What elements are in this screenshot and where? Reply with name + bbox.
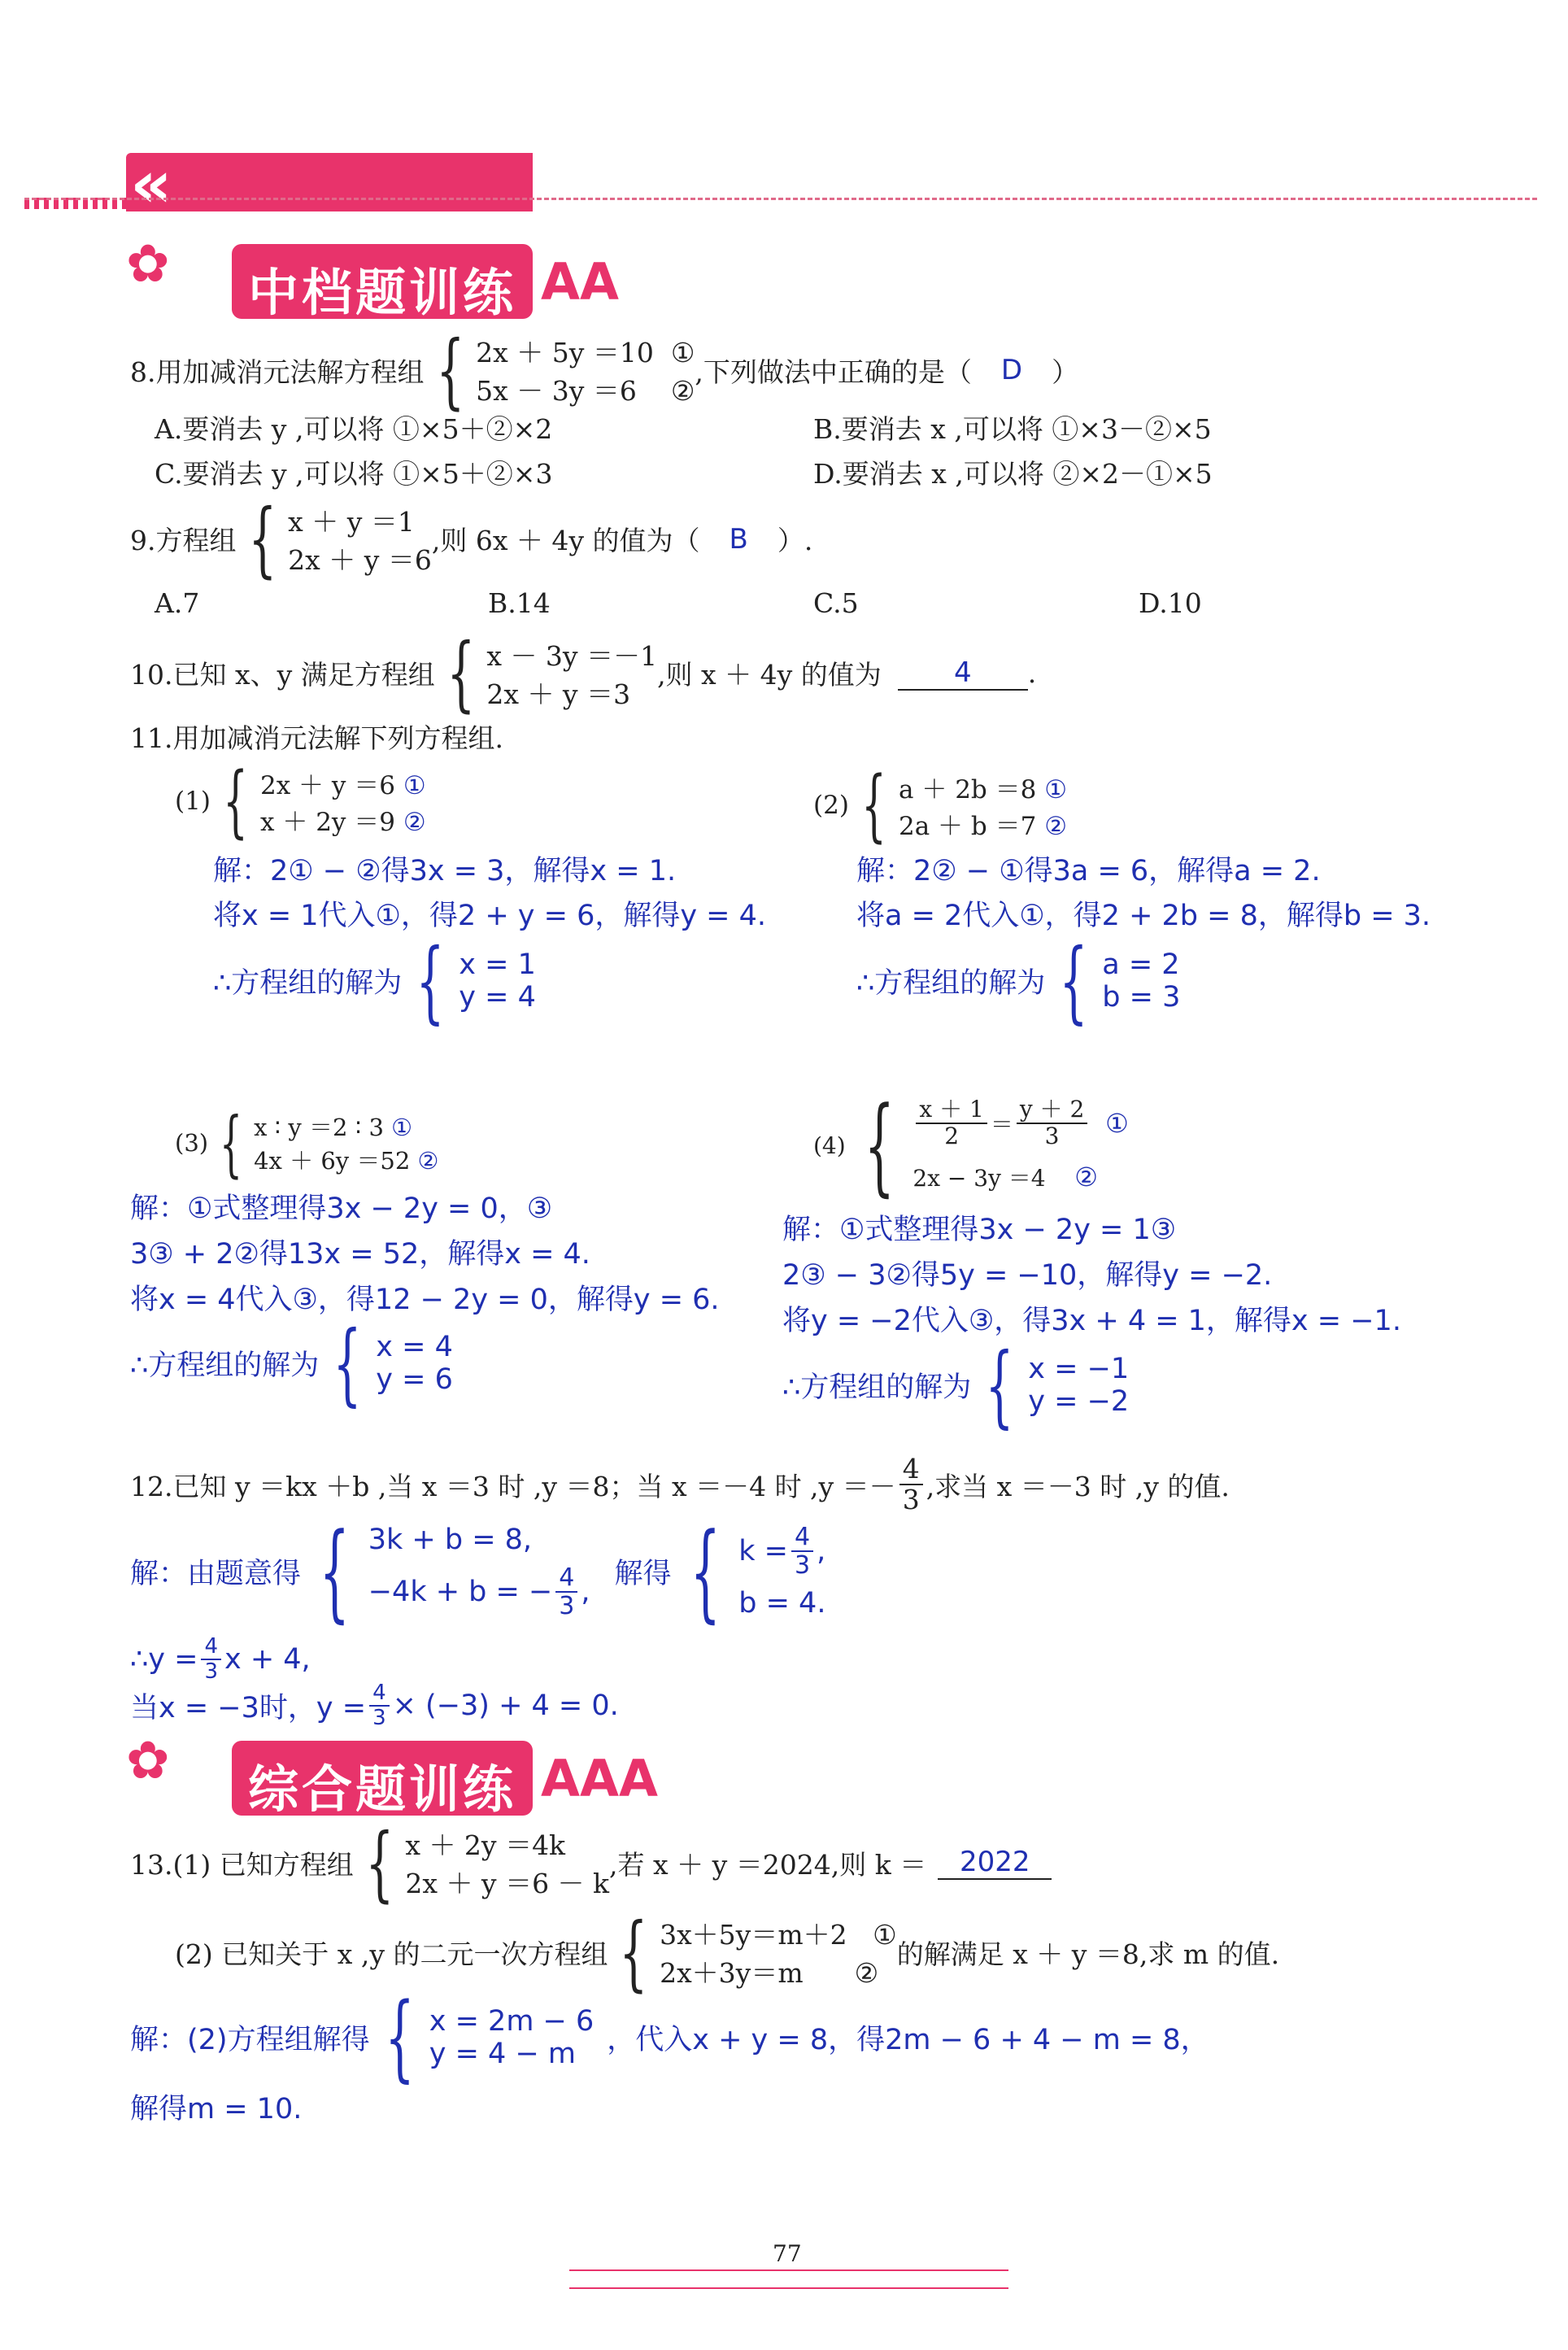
- q11-p4-step2: 2③ − 3②得5y = −10，解得y = −2.: [782, 1259, 1273, 1292]
- q10-system: { x － 3y ＝－1 2x ＋ y ＝3: [446, 626, 658, 721]
- q13-part2: (2) 已知关于 x ,y 的二元一次方程组 { 3x＋5y＝m＋2 ① 2x＋3y＝m ② 的解满足 x ＋ y ＝8,求 m 的值.: [175, 1904, 1280, 2000]
- page-number: 77: [764, 2240, 810, 2267]
- footer-ornament: [569, 2269, 1008, 2289]
- q10-answer-blank: [898, 656, 1028, 691]
- q11-p2-step1: 解：2② − ①得3a = 6，解得a = 2.: [856, 855, 1321, 887]
- q11-p4-step1: 解：①式整理得3x − 2y = 1③: [782, 1214, 1177, 1246]
- q11-p1-system: (1) { 2x ＋ y ＝6 ① x ＋ 2y ＝9 ②: [175, 756, 426, 847]
- q11-p3-step1: 解：①式整理得3x − 2y = 0，③: [130, 1192, 553, 1225]
- header-tab: [126, 153, 533, 211]
- q8-option-c: C.要消去 y ,可以将 ①×5＋②×3: [155, 458, 553, 490]
- q9-option-b: B.14: [488, 587, 551, 619]
- q9-system: { x ＋ y ＝1 2x ＋ y ＝6: [247, 491, 432, 586]
- q11-p3-step3: 将x = 4代入③，得12 − 2y = 0，解得y = 6.: [130, 1284, 720, 1316]
- q11-p1-result: ∴方程组的解为 { x = 1 y = 4: [213, 928, 536, 1033]
- q11-p2-result: ∴方程组的解为 { a = 2 b = 3: [856, 928, 1181, 1033]
- flower-icon: ✿: [126, 1731, 170, 1791]
- q8-option-a: A.要消去 y ,可以将 ①×5＋②×2: [155, 413, 553, 445]
- q12-solution-line1: 解：由题意得 { 3k + b = 8, −4k + b = − $\frac{4}{3}$ , 解得 { k = $\frac{4}{3}$ , b = 4.: [130, 1510, 826, 1633]
- q13-answer-blank: [938, 1846, 1052, 1880]
- section-level-mid: AA: [541, 252, 619, 312]
- flower-icon: ✿: [126, 234, 170, 294]
- q13-solution-line2: 解得m = 10.: [130, 2093, 303, 2125]
- q11-p3-system: (3) { x ∶ y ＝2 ∶ 3 ① 4x ＋ 6y ＝52 ②: [175, 1101, 439, 1185]
- q11-p4-system: (4) { $\frac{x + 1}{2}$ ＝ $\frac{y + 2}{3}$ ① 2x − 3y ＝4 ②: [813, 1083, 1129, 1207]
- q13-answer: 2022: [959, 1846, 1030, 1878]
- q13-solution-line1: 解：(2)方程组解得 { x = 2m − 6 y = 4 − m ，代入x + y = 8，得2m − 6 + 4 − m = 8，: [130, 1983, 1209, 2092]
- section-title-mid: 中档题训练: [248, 263, 517, 322]
- q9-stem: 9.方程组 { x ＋ y ＝1 2x ＋ y ＝6 ,则 6x ＋ 4y 的值为（ B ）.: [130, 491, 813, 586]
- q8-system: { 2x ＋ 5y ＝10 ① 5x － 3y ＝6 ②: [435, 322, 695, 418]
- q11-p2-system: (2) { a ＋ 2b ＝8 ① 2a ＋ b ＝7 ②: [813, 760, 1067, 851]
- q11-p2-step2: 将a = 2代入①，得2 + 2b = 8，解得b = 3.: [856, 900, 1431, 932]
- q8-answer: D: [1000, 354, 1023, 386]
- q8-option-b: B.要消去 x ,可以将 ①×3－②×5: [813, 413, 1212, 445]
- q11-p1-step2: 将x = 1代入①，得2 + y = 6，解得y = 4.: [213, 900, 767, 932]
- section-level-comp: AAA: [541, 1749, 658, 1808]
- section-title-comp: 综合题训练: [248, 1759, 517, 1819]
- q12-solution-line3: 当x = −3时，y = $\frac{4}{3}$ × (−3) + 4 = 0.: [130, 1681, 619, 1730]
- q11-p3-step2: 3③ + 2②得13x = 52，解得x = 4.: [130, 1238, 590, 1271]
- q10-answer: 4: [953, 656, 972, 689]
- q9-option-a: A.7: [155, 587, 200, 619]
- q12-stem: 12.已知 y ＝kx ＋b ,当 x ＝3 时 ,y ＝8；当 x ＝－4 时 ,y ＝－ $\frac{4}{3}$ ,求当 x ＝－3 时 ,y 的值.: [130, 1452, 1230, 1515]
- q9-option-c: C.5: [813, 587, 859, 619]
- q13-part1: 13.(1) 已知方程组 { x ＋ 2y ＝4k 2x ＋ y ＝6 － k ,若 x ＋ y ＝2024,则 k ＝ 2022: [130, 1818, 1052, 1907]
- q11-p4-step3: 将y = −2代入③，得3x + 4 = 1，解得x = −1.: [782, 1305, 1401, 1337]
- q8-option-d: D.要消去 x ,可以将 ②×2－①×5: [813, 458, 1213, 490]
- header-chevrons: «: [130, 146, 172, 222]
- q8-prefix: 8.用加减消元法解方程组: [130, 355, 425, 388]
- q8-stem: 8.用加减消元法解方程组 { 2x ＋ 5y ＝10 ① 5x － 3y ＝6 ② ,下列做法中正确的是（ D ）: [130, 322, 1079, 418]
- q11-p4-result: ∴方程组的解为 { x = −1 y = −2: [782, 1332, 1130, 1437]
- q9-option-d: D.10: [1139, 587, 1202, 619]
- q12-solution-line2: ∴y = $\frac{4}{3}$ x + 4,: [130, 1634, 311, 1684]
- q10-stem: 10.已知 x、y 满足方程组 { x － 3y ＝－1 2x ＋ y ＝3 ,则 x ＋ 4y 的值为 4 .: [130, 626, 1037, 721]
- q9-answer: B: [729, 522, 748, 556]
- q11-p1-step1: 解：2① − ②得3x = 3，解得x = 1.: [213, 855, 677, 887]
- q11-title: 11.用加减消元法解下列方程组.: [130, 722, 503, 754]
- q11-p3-result: ∴方程组的解为 { x = 4 y = 6: [130, 1310, 453, 1415]
- header-dashed-line: [24, 198, 1537, 200]
